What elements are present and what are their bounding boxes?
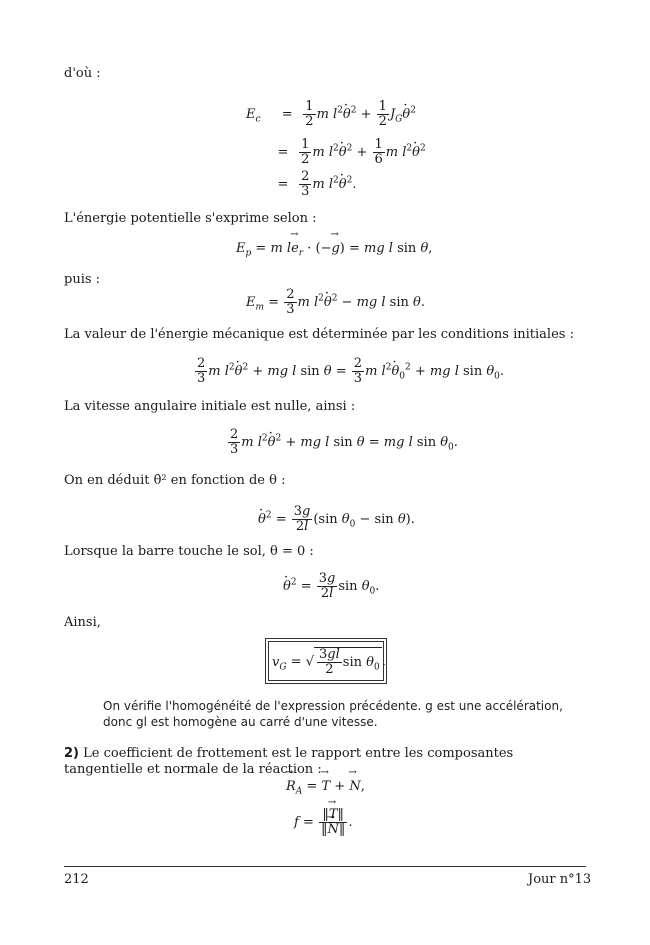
text-ep-intro: L'énergie potentielle s'exprime selon : [64, 211, 317, 226]
equation-initiale: $\frac{2}{3}$ m $l^2\theta \cdot^2$ + mg l sin θ = mg l $\sin \theta_0$. [227, 428, 458, 457]
equation-ec-line2: = $\frac{1}{2}$ m $l^2\theta \cdot^2$ + $\frac{1}{6}$ m $l^2\theta \cdot^2$ [272, 138, 426, 167]
text-vitesse: La vitesse angulaire initiale est nulle, ainsi : [64, 399, 356, 414]
equation-em: $E_m$ = $\frac{2}{3}$ m $l^2\theta \cdot^2$ − mg l sin θ. [246, 288, 425, 317]
homogeneity-note: On vérifie l'homogénéité de l'expression précédente. g est une accélération, donc gl est homogène au carré d'une vitesse. [103, 699, 563, 729]
equation-ec-line1: $E_c$ = $\frac{1}{2}$ m $l^2\theta \cdot^2$ + $\frac{1}{2}$ $J_G\theta \cdot^2$ [246, 100, 416, 129]
equation-thetadot: θ ·$^2$ = $\frac{3g}{2l}$ (sin $\theta_0 - \sin \theta$). [258, 505, 415, 534]
equation-f: f = $\frac{‖T \to‖}{‖N \to‖}$ . [294, 808, 353, 837]
equation-ra: $R \to_A = T$ → + N →, [286, 779, 365, 794]
equation-vg: $v_G$ = √ $\frac{3gl}{2}$ $\sin \theta_0$ . [272, 647, 386, 677]
page-number: 212 [64, 872, 89, 887]
equation-ep: $E_p = m$ le $\to_r \cdot (-g$ →) = mg l sin θ, [236, 241, 432, 256]
equation-thetadot-sol: θ ·$^2$ = $\frac{3g}{2l}$ $\sin \theta_0$. [283, 572, 379, 601]
text-puis: puis : [64, 272, 101, 287]
question-2-text: Le coefficient de frottement est le rapport entre les composantes tangentielle et normale de la réaction : [64, 746, 514, 777]
footer-rule [64, 866, 586, 867]
chapter-label: Jour n°13 [528, 872, 592, 887]
text-dou: d'où : [64, 66, 101, 81]
text-deduit: On en déduit θ̇² en fonction de θ : [64, 473, 286, 488]
equation-conservation: $\frac{2}{3}$ m $l^2\theta \cdot^2$ + mg l sin θ = $\frac{2}{3}$ m $l^2\theta \cdot_0^2$ + mg l $\sin \theta_0$. [194, 357, 504, 386]
text-sol: Lorsque la barre touche le sol, θ = 0 : [64, 544, 314, 559]
equation-ec-line3: = $\frac{2}{3}$ m $l^2\theta \cdot^2$. [272, 170, 356, 199]
text-ainsi: Ainsi, [64, 615, 101, 630]
text-meca: La valeur de l'énergie mécanique est déterminée par les conditions initiales : [64, 327, 574, 342]
question-2-number: 2) [64, 746, 79, 761]
